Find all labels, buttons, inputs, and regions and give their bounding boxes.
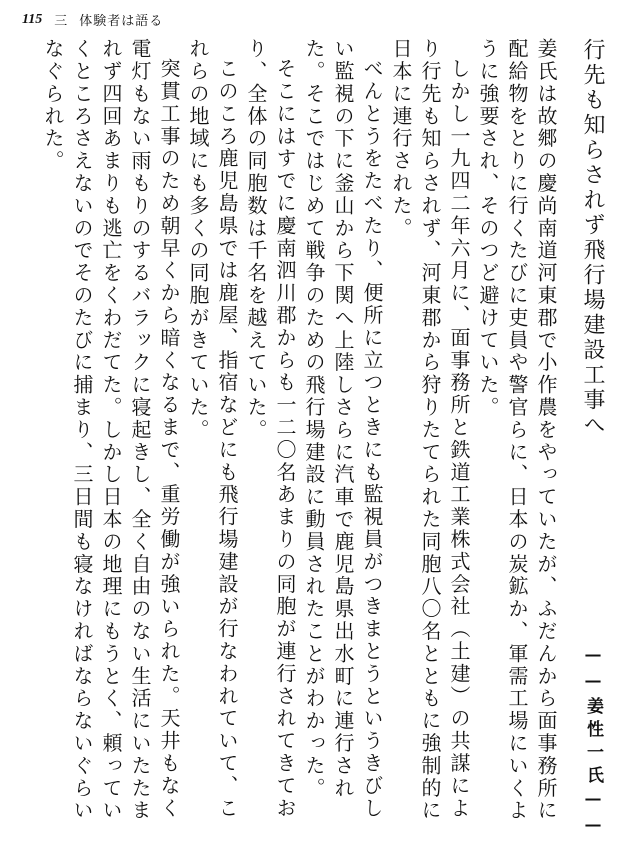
article-author: ——姜性一氏—— [583, 645, 603, 841]
paragraph: しかし一九四二年六月に、面事務所と鉄道工業株式会社（土建）の共謀により行先も知らされず、河東郡から狩りたてられた同胞八〇名とともに強制的に日本に連行された。 [389, 38, 471, 822]
paragraph: 突貫工事のため朝早くから暗くなるまで、重労働が強いられた。天井もなく電灯もない雨もりのするバラックに寝起きし、全く自由のない生活にいたたまれず四回あまりも逃亡をくわだてた。しかし日本の地理にもうとく、頼っていくところさえないのでそのたびに捕まり、三日間も寝なければならないぐらいなぐられた。 [41, 38, 181, 822]
paragraph: べんとうをたべたり、便所に立つときにも監視員がつきまとうというきびしい監視の下に釜山から下関へ上陸しさらに汽車で鹿児島県出水町に連行された。そこではじめて戦争のための飛行場建設に動員されたことがわかった。 [302, 38, 384, 820]
chapter-number: 三 [54, 14, 68, 29]
running-title: 体験者は語る [79, 14, 164, 29]
paragraph: そこにはすでに慶南泗川郡からも一二〇名あまりの同胞が連行されてきており、全体の同胞数は千名を越えていた。 [244, 38, 297, 820]
article-heading [578, 38, 607, 841]
running-header [22, 10, 163, 29]
page-number: 115 [22, 11, 43, 27]
article-title: 行先も知らされず飛行場建設工事へ [580, 38, 605, 438]
paragraph: このころ鹿児島県では鹿屋、指宿などにも飛行場建設が行なわれていて、これらの地域にも多くの同胞がきていた。 [186, 38, 239, 820]
body-text [41, 38, 607, 841]
paragraph: 姜氏は故郷の慶尚南道河東郡で小作農をやっていたが、ふだんから面事務所に配給物をとりに行くたびに吏員や警官らに、日本の炭鉱か、軍需工場にいくように強要され、そのつど避けていた。 [476, 38, 558, 822]
